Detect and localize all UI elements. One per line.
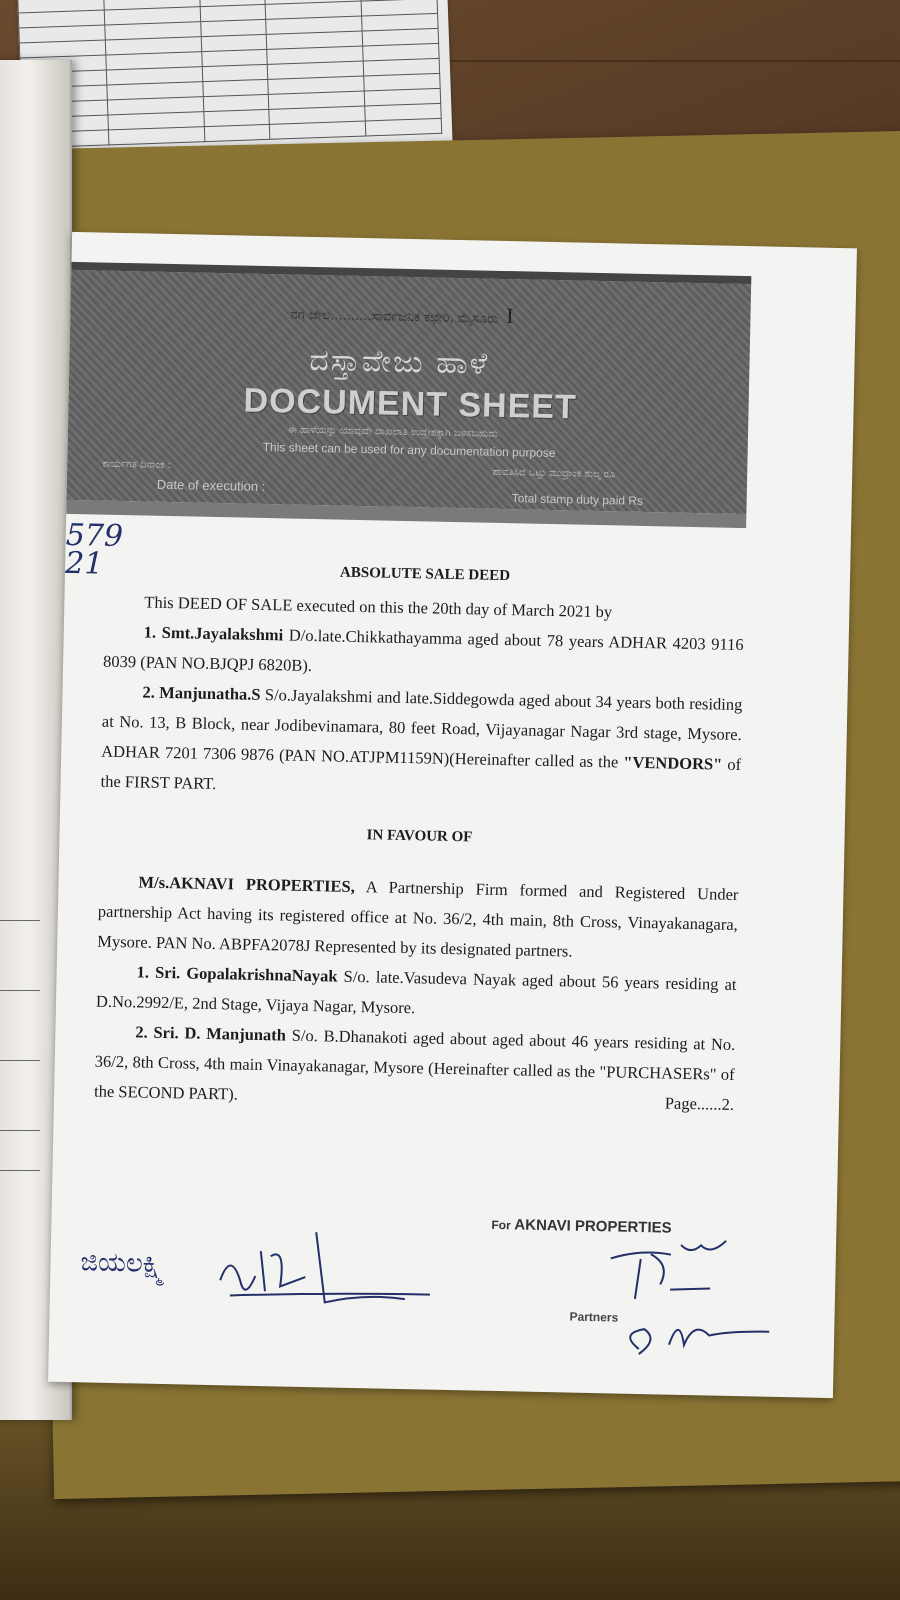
vendor-1: 1. Smt.Jayalakshmi D/o.late.Chikkathayamma aged about 78 years ADHAR 4203 9116 8039 (PAN NO.BJQPJ 6820B). xyxy=(102,622,744,676)
kannada-title: ದಸ್ತಾವೇಜು ಹಾಳೆ xyxy=(309,342,490,382)
vendor-kannada-signature: ಜಿಯಲಕ್ಷ್ಮಿ xyxy=(80,1247,166,1280)
vendor-2: 2. Manjunatha.S S/o.Jayalakshmi and late.Siddegowda aged about 34 years both residing at No. 13, B Block, near Jodibevinamara, 80 feet Road, Vijayanagar Nagar 3rd stage, Mysore. ADHAR 7201 7306 9876 (PAN NO.ATJPM1159N)(Hereinafter called as the "VENDORS" of the FIRST PART. xyxy=(100,682,743,794)
signature-block xyxy=(69,1207,792,1372)
reference-line: ನಗ ಜೇಲ..........ಸಾರ್ವಜನಿಕ ಕಛೇರಿ, ಮೈಸೂರು I xyxy=(290,303,514,329)
deed-heading: ABSOLUTE SALE DEED xyxy=(339,564,511,585)
partner-1: 1. Sri. GopalakrishnaNayak S/o. late.Vasudeva Nayak aged about 56 years residing at D.No.2992/E, 2nd Stage, Vijaya Nagar, Mysore. xyxy=(95,962,737,1018)
date-of-execution-label: Date of execution : xyxy=(156,476,266,495)
handwritten-number: 579 21 xyxy=(64,517,124,582)
page-title: DOCUMENT SHEET xyxy=(243,381,578,427)
handwritten-mark: I xyxy=(506,303,514,329)
document-sheet xyxy=(48,232,857,1398)
firm-signature-label: For AKNAVI PROPERTIES xyxy=(491,1216,672,1237)
page-marker: Page......2. xyxy=(664,1093,735,1114)
deed-intro: This DEED OF SALE executed on this the 20th day of March 2021 by xyxy=(144,592,613,622)
subtitle-kannada: ಈ ಹಾಳೆಯನ್ನು ಯಾವುದೇ ದಾಖಲಾತಿ ಉದ್ದೇಶಕ್ಕಾಗಿ ಬಳಸಬಹುದು xyxy=(287,424,499,440)
document-sheet-header xyxy=(66,262,751,528)
subtitle: This sheet can be used for any documentation purpose xyxy=(262,439,556,461)
signature-scribbles xyxy=(69,1207,792,1372)
stamp-label-kannada: ಪಾವತಿಸಿದ ಒಟ್ಟು ಮುದ್ರಾಂಕ ಶುಲ್ಕ ರೂ xyxy=(492,466,616,481)
in-favour-heading: IN FAVOUR OF xyxy=(366,827,473,846)
purchaser-firm: M/s.AKNAVI PROPERTIES, A Partnership Firm formed and Registered Under partnership Act having its registered office at No. 36/2, 4th main, 8th Cross, Vinayakanagara, Mysore. PAN No. ABPFA2078J Represented by its designated partners. xyxy=(97,872,739,961)
background-spreadsheet xyxy=(17,0,452,162)
partner-2: 2. Sri. D. Manjunath S/o. B.Dhanakoti aged about aged about 46 years residing at No. 36/2, 8th Cross, 4th main Vinayakanagar, Mysore (Hereinafter called as the "PURCHASERs" of the SECOND PART). Page......2. xyxy=(94,1017,736,1120)
deed-body xyxy=(94,553,745,1120)
partners-label: Partners xyxy=(569,1309,619,1325)
stamp-duty-label: Total stamp duty paid Rs xyxy=(511,491,644,508)
date-label-kannada: ಕಾರ್ಯಗತ ದಿನಾಂಕ : xyxy=(102,458,172,472)
